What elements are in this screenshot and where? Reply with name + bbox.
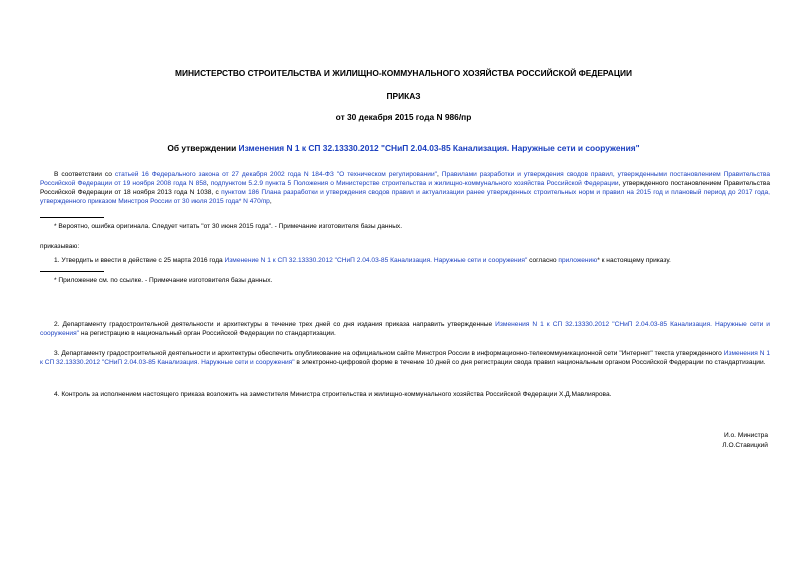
intro-text-3: , [206,179,211,187]
item-3-text-2: в электронно-цифровой форме в течение 10 дней со дня регистрации свода правил национальным органом Российской Федерации по стандартизации. [294,358,766,366]
rules-link[interactable]: Правилами разработки и утверждения сводов правил, утвержденными постановлением Правительства Российской Федерации от 19 ноября 2008 года N 858 [40,171,770,187]
intro-text-5: , [269,197,272,205]
item-1-text-2: согласно [527,257,559,264]
item-2-text-1: 2. Департаменту градостроительной деятельности и архитектуры в течение трех дней со дня издания приказа направить утвержденные [54,321,496,328]
item-2-change-link[interactable]: Изменения N 1 к СП 32.13330.2012 "СНиП 2.04.03-85 Канализация. Наружные сети и сооружения" [40,321,770,337]
appendix-link[interactable]: приложению [558,257,598,264]
signature-name: Л.О.Ставицкий [722,442,768,449]
item-1-text-3: * к настоящему приказу. [597,257,671,264]
item-3 [40,350,770,368]
signature-role: И.о. Министра [723,432,768,439]
footnote-rule-2 [40,271,104,272]
intro-text-4: , утвержденного постановлением Правительства Российской Федерации от 18 ноября 2013 года N 1038, с [40,179,770,196]
item-2 [40,321,770,339]
plan-link[interactable]: пунктом 186 Плана разработки и утверждения сводов правил и актуализации ранее утвержденных строительных норм и правил на 2015 год и плановый период до 2017 года, утвержденного приказом Минстроя России от 30 июля 2015 года* N 470/пр [40,188,770,205]
item-1-text-1: 1. Утвердить и ввести в действие с 25 марта 2016 года [54,257,225,264]
approval-title-prefix: Об утверждении [167,143,239,153]
regulation-link[interactable]: подпунктом 5.2.9 пункта 5 Положения о Министерстве строительства и жилищно-коммунального хозяйства Российской Федерации [210,179,619,187]
footnote-2: * Приложение см. по ссылке. - Примечание изготовителя базы данных. [54,277,273,284]
order-date: от 30 декабря 2015 года N 986/пр [335,112,472,122]
item-1 [40,257,770,266]
footnote-1: * Вероятно, ошибка оригинала. Следует читать "от 30 июня 2015 года". - Примечание изготовителя базы данных. [54,223,403,230]
ministry-heading: МИНИСТЕРСТВО СТРОИТЕЛЬСТВА И ЖИЛИЩНО-КОММУНАЛЬНОГО ХОЗЯЙСТВА РОССИЙСКОЙ ФЕДЕРАЦИИ [175,68,632,78]
federal-law-link[interactable]: статьей 16 Федерального закона от 27 декабря 2002 года N 184-ФЗ "О техническом регулировании" [114,171,437,178]
item-1-change-link[interactable]: Изменение N 1 к СП 32.13330.2012 "СНиП 2.04.03-85 Канализация. Наружные сети и сооружения" [224,257,528,264]
item-3-change-link[interactable]: Изменения N 1 к СП 32.13330.2012 "СНиП 2.04.03-85 Канализация. Наружные сети и сооружения" [40,350,771,366]
item-4: 4. Контроль за исполнением настоящего приказа возложить на заместителя Министра строительства и жилищно-коммунального хозяйства Российской Федерации Х.Д.Мавлиярова. [54,391,612,398]
intro-text-1: В соответствии со [54,171,115,178]
order-heading: ПРИКАЗ [386,91,421,101]
approval-title [0,143,807,154]
footnote-rule-1 [40,217,104,218]
intro-paragraph [40,171,770,207]
item-3-text-1: 3. Департаменту градостроительной деятельности и архитектуры обеспечить опубликование на официальном сайте Минстроя России в информационно-телекоммуникационной сети "Интернет" текста утвержденного [54,350,724,357]
intro-text-2: , [437,171,442,178]
approval-title-link[interactable]: Изменения N 1 к СП 32.13330.2012 "СНиП 2.04.03-85 Канализация. Наружные сети и сооружения" [238,143,640,153]
item-2-text-2: на регистрацию в национальный орган Российской Федерации по стандартизации. [78,329,336,337]
order-word: приказываю: [40,243,80,250]
